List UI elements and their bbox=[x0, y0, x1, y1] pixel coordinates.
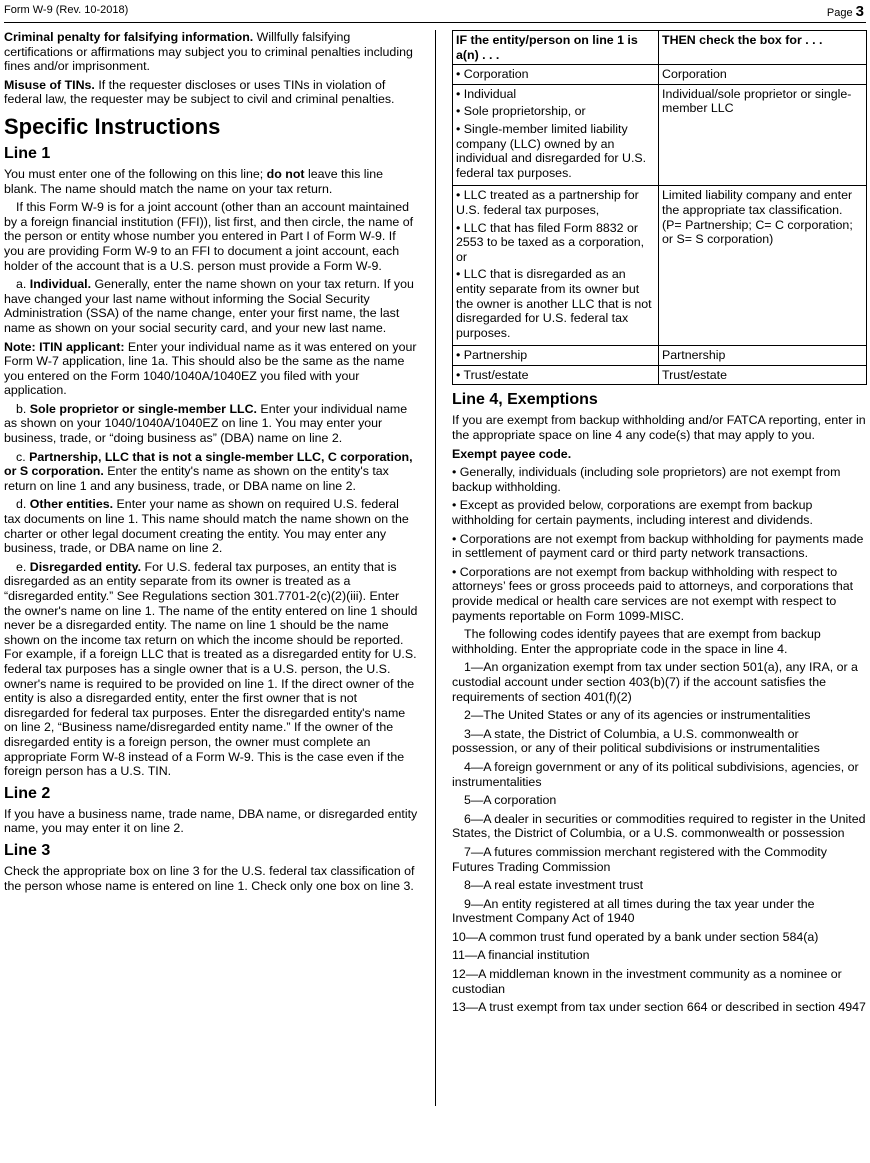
table-row bbox=[453, 365, 867, 385]
table-cell: Individual/sole proprietor or single-member LLC bbox=[659, 84, 867, 186]
table-cell: Corporation bbox=[659, 65, 867, 85]
misuse-paragraph bbox=[4, 78, 418, 107]
bullet-item: • Corporations are not exempt from backup withholding with respect to attorneys’ fees or gross proceeds paid to attorneys, and corporations that provide medical or health care services are not exempt with respect to payments reportable on Form 1099-MISC. bbox=[452, 564, 854, 623]
individual-paragraph bbox=[4, 277, 418, 335]
exempt-payee-heading bbox=[452, 447, 866, 462]
line1-text-a: You must enter one of the following on this line; bbox=[4, 166, 267, 181]
table-cell bbox=[453, 84, 659, 186]
line1-paragraph bbox=[4, 167, 418, 196]
bullet-item: • Corporations are not exempt from backup withholding for payments made in settlement of payment card or third party network transactions. bbox=[452, 531, 864, 561]
code-item: 2—The United States or any of its agencies or instrumentalities bbox=[464, 708, 811, 723]
item-d-text: Enter your name as shown on required U.S. federal tax documents on line 1. This name should match the name shown on the charter or other legal document creating the entity. You may enter any business, trade, or DBA name on line 2. bbox=[4, 497, 409, 556]
item-c-text: Enter the entity's name as shown on the entity's tax return on line 1 and any business, trade, or DBA name on line 2. bbox=[4, 464, 389, 493]
code-item: 3—A state, the District of Columbia, a U.S. commonwealth or possession, or any of their political subdivisions or instrumentalities bbox=[452, 726, 820, 756]
table-cell: Partnership bbox=[659, 346, 867, 366]
joint-account-paragraph: If this Form W-9 is for a joint account (other than an account maintained by a foreign financial institution (FFI)), list first, and then circle, the name of the person or entity whose number you entered in Part I of Form W-9. If you are providing Form W-9 to an FFI to document a joint account, each holder of the account that is a U.S. person must provide a Form W-9. bbox=[4, 200, 414, 273]
sole-proprietor-paragraph bbox=[4, 402, 418, 446]
table-cell-line: • LLC treated as a partnership for U.S. federal tax purposes, bbox=[456, 188, 639, 217]
table-cell-line: • Individual bbox=[456, 86, 517, 101]
item-e-bold: Disregarded entity. bbox=[29, 559, 142, 574]
codes-intro: The following codes identify payees that are exempt from backup withholding. Enter the appropriate code in the space in line 4. bbox=[452, 627, 821, 656]
code-item: 6—A dealer in securities or commodities required to register in the United States, the District of Columbia, or a U.S. commonwealth or possession bbox=[452, 811, 866, 841]
page-header bbox=[4, 0, 866, 23]
code-item: 10—A common trust fund operated by a bank under section 584(a) bbox=[452, 929, 819, 944]
code-item: 8—A real estate investment trust bbox=[464, 878, 644, 893]
page-number: 3 bbox=[855, 3, 864, 20]
exempt-payee-bold: Exempt payee code. bbox=[452, 446, 572, 461]
line2-paragraph: If you have a business name, trade name, DBA name, or disregarded entity name, you may enter it on line 2. bbox=[4, 806, 418, 836]
disregarded-entity-paragraph bbox=[4, 560, 418, 779]
other-entities-paragraph bbox=[4, 497, 418, 555]
item-c-bold: Partnership, LLC that is not a single-member LLC, C corporation, or S corporation. bbox=[4, 449, 413, 479]
table-cell: Trust/estate bbox=[659, 365, 867, 385]
misuse-bold: Misuse of TINs. bbox=[4, 77, 95, 92]
code-item: 4—A foreign government or any of its political subdivisions, agencies, or instrumentalities bbox=[452, 759, 859, 789]
code-item: 7—A futures commission merchant registered with the Commodity Futures Trading Commission bbox=[452, 844, 827, 874]
code-item: 5—A corporation bbox=[464, 793, 557, 808]
item-b-label: b. bbox=[16, 401, 30, 416]
table-cell: • Partnership bbox=[453, 346, 659, 366]
table-cell-line: • Sole proprietorship, or bbox=[456, 104, 586, 119]
classification-table bbox=[452, 30, 867, 385]
partnership-paragraph bbox=[4, 450, 418, 494]
item-a-label: a. bbox=[16, 277, 30, 292]
line4-heading: Line 4, Exemptions bbox=[452, 391, 598, 409]
item-a-text: Generally, enter the name shown on your tax return. If you have changed your last name without informing the Social Security Administration (SSA) of the name change, enter your first name, the last name as shown on your social security card, and your new last name. bbox=[4, 277, 414, 335]
table-cell bbox=[453, 186, 659, 346]
line1-text-bold: do not bbox=[266, 166, 305, 181]
code-item: 13—A trust exempt from tax under section 664 or described in section 4947 bbox=[452, 1000, 866, 1015]
table-cell: Limited liability company and enter the appropriate tax classification. (P= Partnership; C= C corporation; or S= S corporation) bbox=[659, 186, 867, 346]
right-column bbox=[452, 30, 866, 1019]
itin-bold: Note: ITIN applicant: bbox=[4, 339, 125, 354]
page-number-label bbox=[827, 3, 864, 20]
line1-heading: Line 1 bbox=[4, 144, 51, 162]
table-cell-line: • Single-member limited liability company (LLC) owned by an individual and disregarded for U.S. federal tax purposes. bbox=[456, 121, 647, 180]
item-d-label: d. bbox=[16, 497, 30, 512]
item-e-text: For U.S. federal tax purposes, an entity that is disregarded as an entity separate from its owner is treated as a “disregarded entity.” See Regulations section 301.7701-2(c)(2)(iii). Enter the owner's name on line 1. The name of the entity entered on line 1 should never be a disregarded entity. The name on line 1 should be the name shown on the income tax return on which the income should be reported. For example, if a foreign LLC that is treated as a disregarded entity for U.S. federal tax purposes has a single owner that is a U.S. person, the U.S. owner's name is required to be provided on line 1. If the direct owner of the entity is also a disregarded entity, enter the first owner that is not disregarded for federal tax purposes. Enter the disregarded entity's name on line 2, “Business name/disregarded entity name.” If the owner of the disregarded entity is a foreign person, the owner must complete an appropriate Form W-8 instead of a Form W-9. This is the case even if the foreign person has a U.S. TIN. bbox=[4, 559, 418, 779]
code-item: 11—A financial institution bbox=[452, 948, 590, 963]
form-id: Form W-9 (Rev. 10-2018) bbox=[4, 4, 129, 16]
table-cell-line: • LLC that has filed Form 8832 or 2553 to be taxed as a corporation, or bbox=[456, 220, 645, 264]
table-row bbox=[453, 346, 867, 366]
table-cell: • Corporation bbox=[453, 65, 659, 85]
column-divider bbox=[435, 30, 436, 1106]
table-header-row bbox=[453, 31, 867, 65]
table-row bbox=[453, 186, 867, 346]
itin-text: Enter your individual name as it was entered on your Form W-7 application, line 1a. This should also be the same as the name you entered on the Form 1040/1040A/1040EZ you filed with your application. bbox=[4, 339, 417, 398]
penalty-text: Willfully falsifying certifications or affirmations may subject you to criminal penalties including fines and/or imprisonment. bbox=[4, 30, 413, 74]
itin-paragraph bbox=[4, 340, 418, 398]
bullet-item: • Except as provided below, corporations are exempt from backup withholding for certain payments, including interest and dividends. bbox=[452, 498, 813, 528]
left-column bbox=[4, 30, 418, 897]
code-item: 9—An entity registered at all times during the tax year under the Investment Company Act of 1940 bbox=[452, 896, 815, 926]
line1-text-c: leave this line blank. The name should match the name on your tax return. bbox=[4, 166, 384, 196]
item-e-label: e. bbox=[16, 559, 30, 574]
table-cell-line: • LLC that is disregarded as an entity separate from its owner but the owner is another LLC that is not disregarded for U.S. federal tax purposes. bbox=[456, 267, 652, 340]
page-prefix: Page bbox=[826, 7, 853, 19]
item-b-bold: Sole proprietor or single-member LLC. bbox=[29, 401, 257, 416]
line2-heading: Line 2 bbox=[4, 784, 51, 802]
penalty-bold: Criminal penalty for falsifying information. bbox=[4, 30, 254, 44]
line3-heading: Line 3 bbox=[4, 841, 51, 859]
table-row bbox=[453, 84, 867, 186]
line4-intro: If you are exempt from backup withholding and/or FATCA reporting, enter in the appropriate space on line 4 any code(s) that may apply to you. bbox=[452, 413, 866, 443]
item-d-bold: Other entities. bbox=[29, 497, 114, 512]
section-title: Specific Instructions bbox=[4, 113, 221, 139]
code-item: 1—An organization exempt from tax under section 501(a), any IRA, or a custodial account under section 403(b)(7) if the account satisfies the requirements of section 401(f)(2) bbox=[452, 660, 858, 704]
misuse-text: If the requester discloses or uses TINs in violation of federal law, the requester may be subject to civil and criminal penalties. bbox=[4, 77, 395, 107]
table-head-right: THEN check the box for . . . bbox=[659, 31, 867, 65]
line3-paragraph: Check the appropriate box on line 3 for the U.S. federal tax classification of the person whose name is entered on line 1. Check only one box on line 3. bbox=[4, 863, 415, 893]
table-cell: • Trust/estate bbox=[453, 365, 659, 385]
penalty-paragraph bbox=[4, 30, 418, 74]
item-b-text: Enter your individual name as shown on your 1040/1040A/1040EZ on line 1. You may enter your business, trade, or “doing business as” (DBA) name on line 2. bbox=[4, 401, 408, 446]
table-row bbox=[453, 65, 867, 85]
code-item: 12—A middleman known in the investment community as a nominee or custodian bbox=[452, 967, 842, 996]
item-c-label: c. bbox=[16, 449, 30, 464]
table-head-left: IF the entity/person on line 1 is a(n) . . . bbox=[453, 31, 659, 65]
bullet-item: • Generally, individuals (including sole proprietors) are not exempt from backup withholding. bbox=[452, 465, 841, 494]
item-a-bold: Individual. bbox=[29, 277, 92, 292]
